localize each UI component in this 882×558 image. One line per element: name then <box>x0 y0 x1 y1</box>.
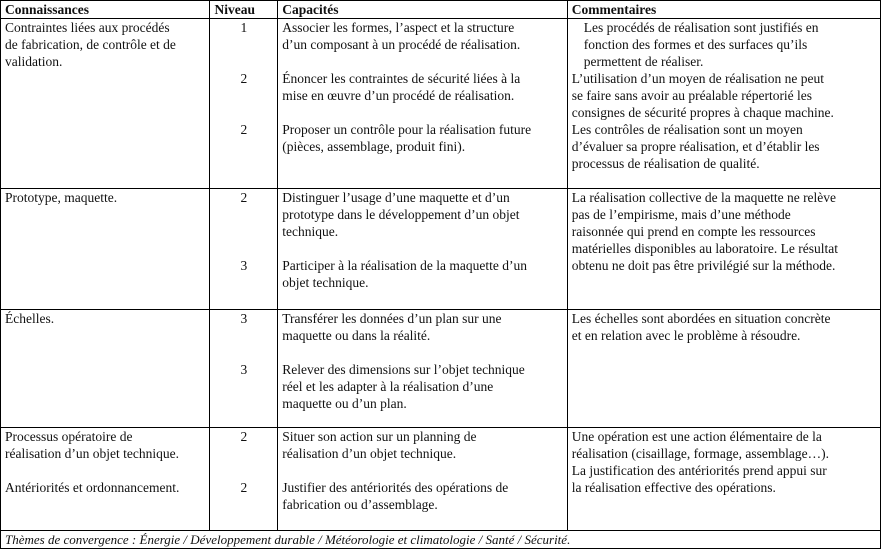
capacite-line: Situer son action sur un planning de <box>282 429 477 444</box>
cell-capacites <box>278 310 568 428</box>
header-commentaires: Commentaires <box>567 1 880 19</box>
niveau-value: 1 <box>240 20 248 35</box>
cell-niveau <box>210 428 278 531</box>
cell-capacites <box>278 189 568 310</box>
table-row <box>1 189 881 310</box>
commentaire-line: la réalisation effective des opérations. <box>571 480 776 495</box>
commentaire-line: consignes de sécurité propres à chaque machine. <box>571 105 834 120</box>
connaissance-line: Antériorités et ordonnancement. <box>5 480 180 495</box>
capacite-line: (pièces, assemblage, produit fini). <box>282 139 466 154</box>
connaissance-line: validation. <box>5 54 63 69</box>
commentaire-line: La réalisation collective de la maquette ne relève <box>571 190 837 205</box>
cell-connaissances <box>1 19 210 189</box>
commentaire-line: d’évaluer sa propre réalisation, et d’établir les <box>571 139 820 154</box>
commentaire-line: réalisation (cisaillage, formage, assemblage…). <box>571 446 829 461</box>
capacite-line: d’un composant à un procédé de réalisation. <box>282 37 521 52</box>
capacite-line: Relever des dimensions sur l’objet technique <box>282 362 525 377</box>
cell-connaissances <box>1 428 210 531</box>
cell-connaissances <box>1 189 210 310</box>
capacite-line: Distinguer l’usage d’une maquette et d’un <box>282 190 510 205</box>
commentaire-line: Les procédés de réalisation sont justifiés en <box>583 20 819 35</box>
commentaire-line: L’utilisation d’un moyen de réalisation ne peut <box>571 71 824 86</box>
connaissance-line: Prototype, maquette. <box>5 190 118 205</box>
connaissance-line: Échelles. <box>5 311 55 326</box>
commentaire-line: Une opération est une action élémentaire de la <box>571 429 822 444</box>
cell-commentaires <box>567 189 880 310</box>
cell-commentaires <box>567 428 880 531</box>
connaissance-line: réalisation d’un objet technique. <box>5 446 179 461</box>
header-capacites: Capacités <box>278 1 568 19</box>
capacite-line: prototype dans le développement d’un objet <box>282 207 520 222</box>
capacite-line: Participer à la réalisation de la maquette d’un <box>282 258 528 273</box>
niveau-value: 2 <box>240 190 248 205</box>
table-row <box>1 428 881 531</box>
niveau-value: 2 <box>240 480 248 495</box>
capacite-line: Justifier des antériorités des opérations de <box>282 480 509 495</box>
capacite-line: fabrication ou d’assemblage. <box>282 497 438 512</box>
header-connaissances: Connaissances <box>1 1 210 19</box>
connaissance-line: Processus opératoire de <box>5 429 133 444</box>
capacite-line: maquette ou dans la réalité. <box>282 328 431 343</box>
niveau-value: 3 <box>240 311 248 326</box>
header-niveau: Niveau <box>210 1 278 19</box>
niveau-value: 2 <box>240 122 248 137</box>
capacite-line: mise en œuvre d’un procédé de réalisation. <box>282 88 515 103</box>
cell-niveau <box>210 189 278 310</box>
commentaire-line: permettent de réaliser. <box>583 54 704 69</box>
capacite-line: réalisation d’un objet technique. <box>282 446 457 461</box>
cell-commentaires <box>567 19 880 189</box>
capacite-line: Associer les formes, l’aspect et la structure <box>282 20 515 35</box>
cell-capacites <box>278 19 568 189</box>
capacite-line: réel et les adapter à la réalisation d’une <box>282 379 494 394</box>
commentaire-line: La justification des antériorités prend appui sur <box>571 463 827 478</box>
connaissance-line: Contraintes liées aux procédés <box>5 20 170 35</box>
cell-niveau <box>210 19 278 189</box>
commentaire-line: matérielles disponibles au laboratoire. Le résultat <box>571 241 838 256</box>
commentaire-line: processus de réalisation de qualité. <box>571 156 760 171</box>
commentaire-line: pas de l’empirisme, mais d’une méthode <box>571 207 791 222</box>
footer-row <box>1 531 881 549</box>
cell-commentaires <box>567 310 880 428</box>
niveau-value: 2 <box>240 429 248 444</box>
niveau-value: 2 <box>240 71 248 86</box>
commentaire-line: Les contrôles de réalisation sont un moyen <box>571 122 803 137</box>
niveau-value: 3 <box>240 258 248 273</box>
connaissance-line: de fabrication, de contrôle et de <box>5 37 176 52</box>
cell-connaissances <box>1 310 210 428</box>
commentaire-line: obtenu ne doit pas être privilégié sur la méthode. <box>571 258 836 273</box>
table-row <box>1 310 881 428</box>
capacite-line: Transférer les données d’un plan sur une <box>282 311 502 326</box>
table-header-row <box>1 1 881 19</box>
capacite-line: maquette ou d’un plan. <box>282 396 407 411</box>
convergence-themes-footer: Thèmes de convergence : Énergie / Développement durable / Météorologie et climatologie / Santé / Sécurité. <box>1 531 881 549</box>
capacite-line: Énoncer les contraintes de sécurité liées à la <box>282 71 521 86</box>
cell-niveau <box>210 310 278 428</box>
table-row <box>1 19 881 189</box>
commentaire-line: fonction des formes et des surfaces qu’ils <box>583 37 808 52</box>
commentaire-line: et en relation avec le problème à résoudre. <box>571 328 801 343</box>
niveau-value: 3 <box>240 362 248 377</box>
capacite-line: Proposer un contrôle pour la réalisation future <box>282 122 532 137</box>
cell-capacites <box>278 428 568 531</box>
commentaire-line: Les échelles sont abordées en situation concrète <box>571 311 831 326</box>
capacite-line: objet technique. <box>282 275 369 290</box>
capacite-line: technique. <box>282 224 339 239</box>
commentaire-line: raisonnée qui prend en compte les ressources <box>571 224 816 239</box>
commentaire-line: se faire sans avoir au préalable répertorié les <box>571 88 813 103</box>
